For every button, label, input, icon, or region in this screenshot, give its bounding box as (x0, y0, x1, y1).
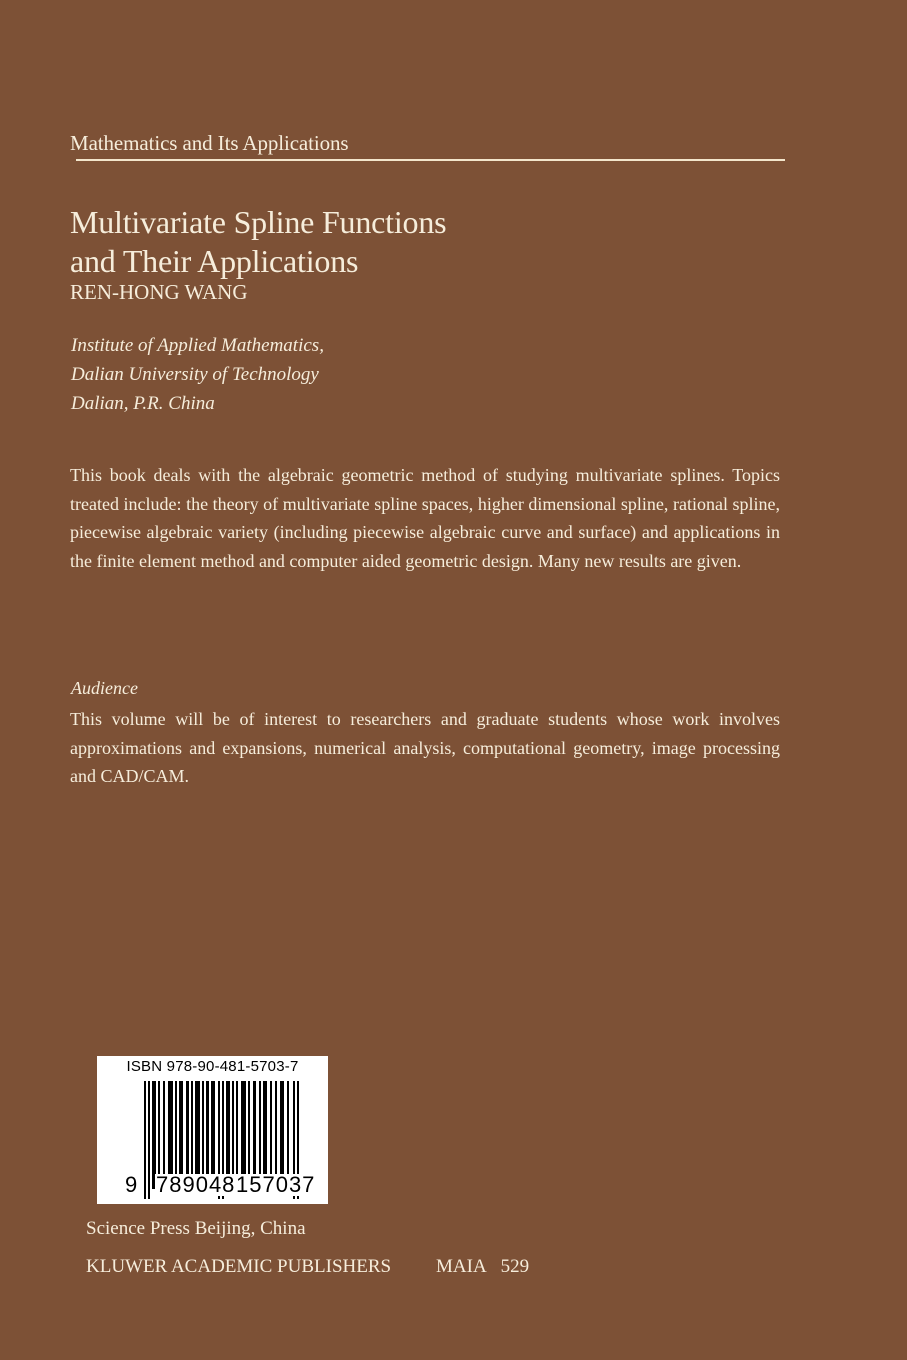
book-title (70, 203, 446, 281)
series-volume: 529 (500, 1256, 530, 1277)
ean-right-group: 157037 (236, 1172, 316, 1197)
book-title-line-2: and Their Applications (70, 243, 359, 279)
isbn-label: ISBN 978-90-481-5703-7 (126, 1058, 299, 1075)
ean-first-digit: 9 (125, 1172, 138, 1197)
affiliation-line-1: Institute of Applied Mathematics, (71, 335, 324, 356)
series-divider (76, 159, 785, 161)
audience-heading: Audience (71, 678, 138, 698)
series-code (436, 1256, 529, 1278)
book-title-line-1: Multivariate Spline Functions (70, 204, 447, 240)
book-description: This book deals with the algebraic geometric method of studying multivariate splines. Topics treated include: the theory of multivariate spline spaces, higher dimensional spline, rational spline, piecewise algebraic variety (including piecewise algebraic curve and surface) and applications in the finite element method and computer aided geometric design. Many new results are given. (70, 465, 780, 572)
isbn-barcode (97, 1056, 328, 1204)
affiliation-line-3: Dalian, P.R. China (71, 393, 215, 414)
publisher: KLUWER ACADEMIC PUBLISHERS (86, 1256, 392, 1277)
author-name: REN-HONG WANG (70, 280, 248, 304)
affiliation-line-2: Dalian University of Technology (71, 364, 319, 385)
audience-description: This volume will be of interest to researchers and graduate students whose work involves approximations and expansions, numerical analysis, computational geometry, image processing and CAD/CAM. (70, 709, 780, 787)
ean-left-group: 789048 (156, 1172, 236, 1197)
series-abbrev: MAIA (436, 1256, 487, 1277)
co-publisher: Science Press Beijing, China (86, 1218, 306, 1239)
author-affiliation (71, 331, 324, 418)
series-name: Mathematics and Its Applications (70, 131, 349, 155)
